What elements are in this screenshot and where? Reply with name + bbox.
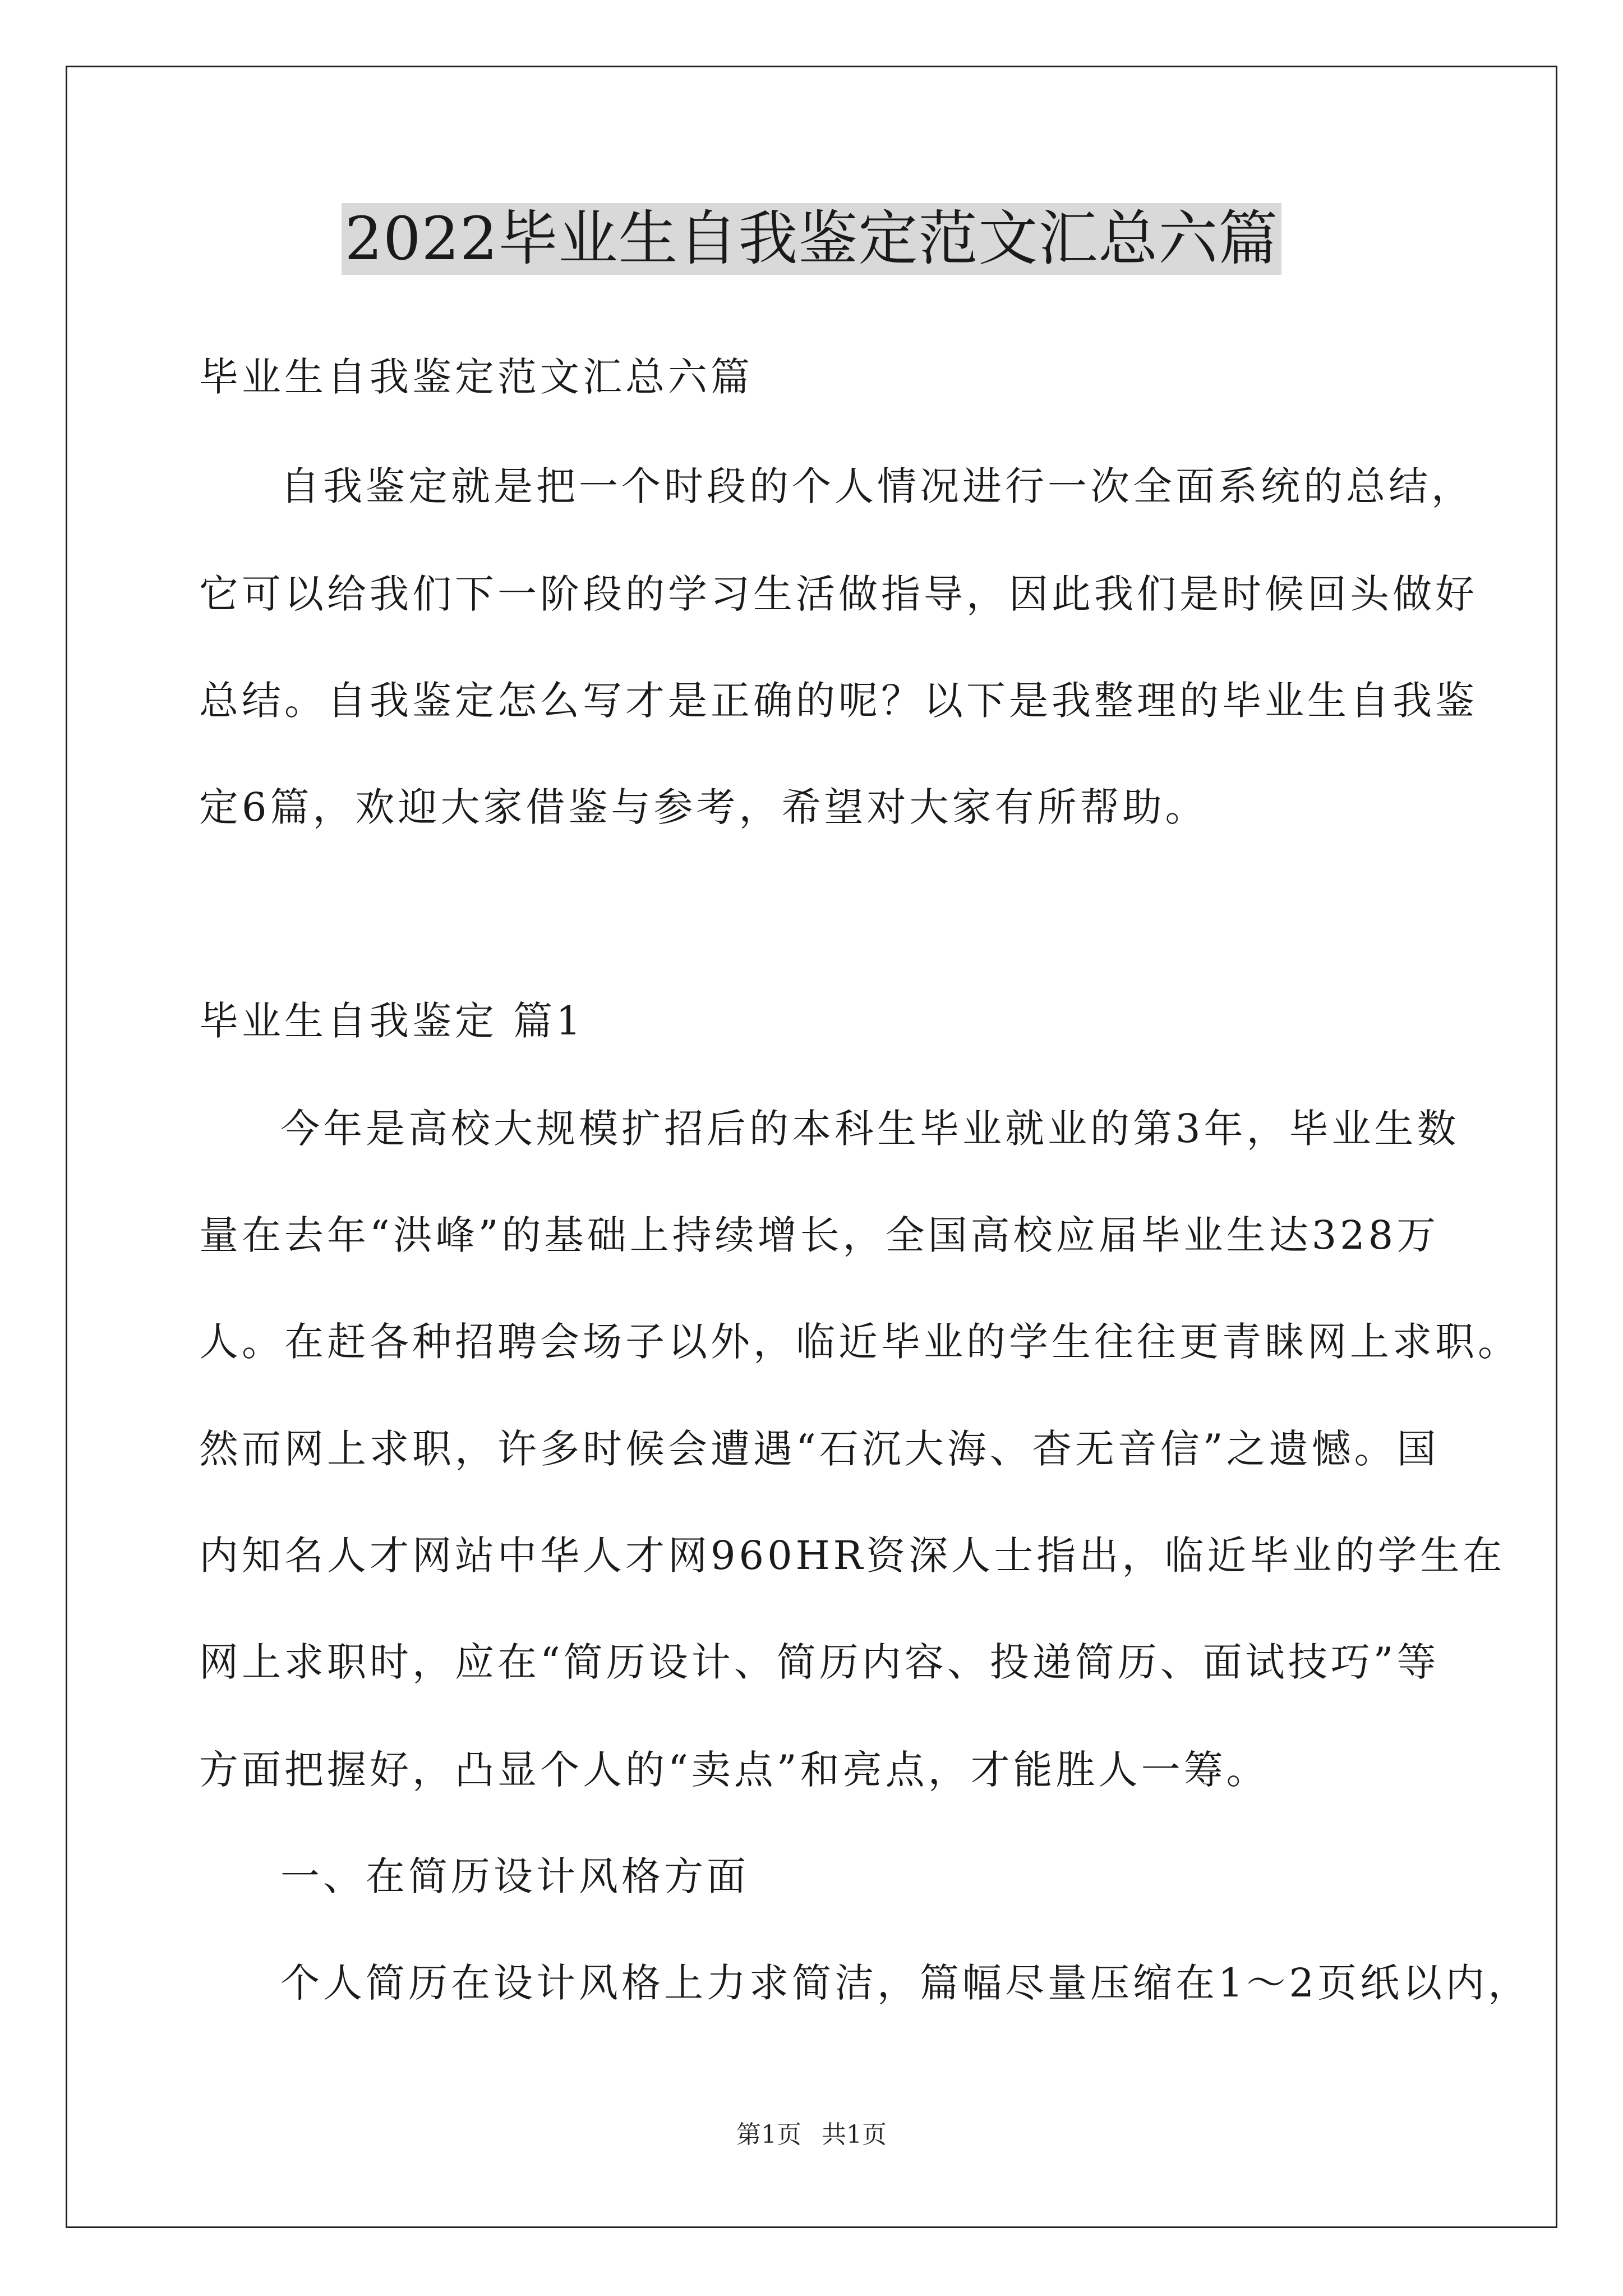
subtitle-line: 毕业生自我鉴定范文汇总六篇 — [199, 354, 753, 400]
paragraph-line: 个人简历在设计风格上力求简洁，篇幅尽量压缩在1～2页纸以内， — [280, 1960, 1531, 2006]
document-title: 2022毕业生自我鉴定范文汇总六篇 — [342, 203, 1282, 275]
paragraph-line: 自我鉴定就是把一个时段的个人情况进行一次全面系统的总结， — [280, 463, 1474, 509]
paragraph-line: 今年是高校大规模扩招后的本科生毕业就业的第3年，毕业生数 — [280, 1106, 1460, 1152]
paragraph-line: 定6篇，欢迎大家借鉴与参考，希望对大家有所帮助。 — [199, 784, 1208, 830]
paragraph-line: 它可以给我们下一阶段的学习生活做指导，因此我们是时候回头做好 — [199, 571, 1478, 617]
paragraph-line: 量在去年“洪峰”的基础上持续增长，全国高校应届毕业生达328万 — [199, 1212, 1440, 1258]
section-heading: 毕业生自我鉴定 篇1 — [199, 998, 584, 1044]
paragraph-line: 方面把握好，凸显个人的“卖点”和亮点，才能胜人一筹。 — [199, 1747, 1269, 1793]
page-footer — [0, 2119, 1623, 2151]
paragraph-line: 人。在赶各种招聘会场子以外，临近毕业的学生往往更青睐网上求职。 — [199, 1319, 1520, 1365]
paragraph-line: 网上求职时，应在“简历设计、简历内容、投递简历、面试技巧”等 — [199, 1639, 1440, 1685]
paragraph-line: 然而网上求职，许多时候会遭遇“石沉大海、杳无音信”之遗憾。国 — [199, 1426, 1440, 1472]
page-total: 共1页 — [822, 2120, 887, 2149]
paragraph-line: 内知名人才网站中华人才网960HR资深人士指出，临近毕业的学生在 — [199, 1533, 1506, 1579]
subheading-line: 一、在简历设计风格方面 — [280, 1853, 749, 1899]
title-container — [0, 203, 1623, 275]
page-number: 第1页 — [736, 2120, 801, 2149]
paragraph-line: 总结。自我鉴定怎么写才是正确的呢？以下是我整理的毕业生自我鉴 — [199, 678, 1478, 724]
